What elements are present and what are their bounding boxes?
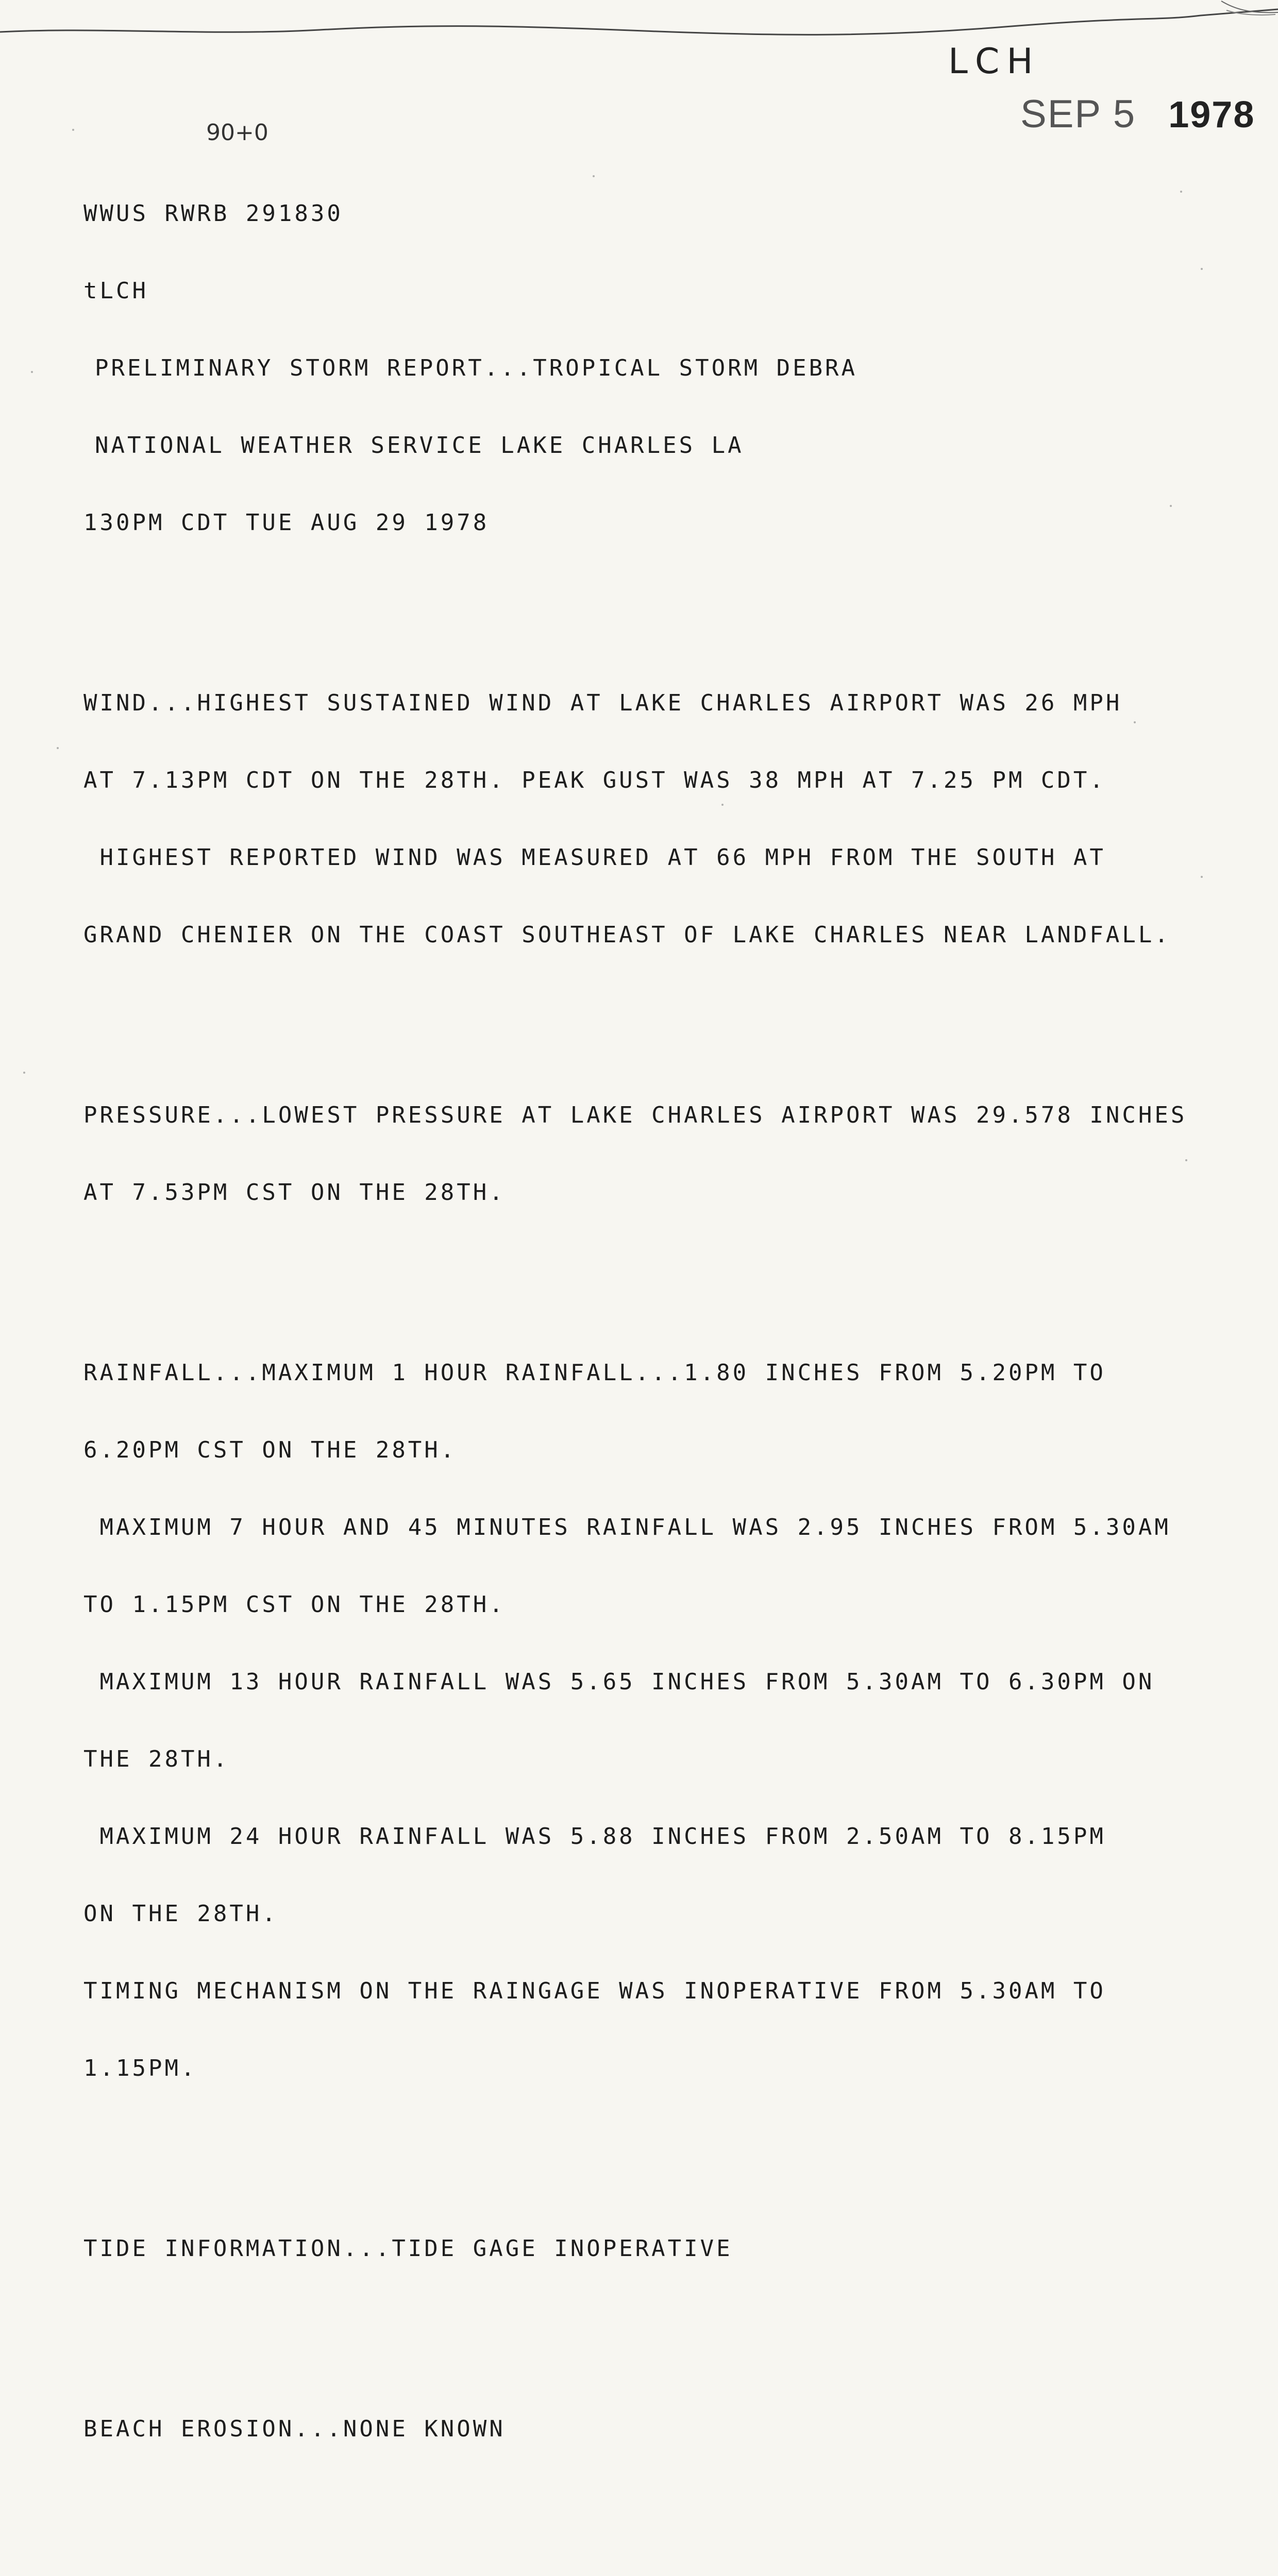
office-id: tLCH — [83, 278, 148, 304]
wind-line: AT 7.13PM CDT ON THE 28TH. PEAK GUST WAS 38 MPH AT 7.25 PM CDT. — [83, 767, 1106, 793]
handwritten-station-id: LCH — [948, 41, 1040, 82]
rainfall-line: ON THE 28TH. — [83, 1901, 278, 1927]
issuing-office: NATIONAL WEATHER SERVICE LAKE CHARLES LA — [95, 432, 744, 459]
copy-speck — [721, 804, 724, 806]
wind-line: GRAND CHENIER ON THE COAST SOUTHEAST OF LAKE CHARLES NEAR LANDFALL. — [83, 922, 1171, 948]
issue-timestamp: 130PM CDT TUE AUG 29 1978 — [83, 510, 490, 536]
copy-speck — [72, 129, 74, 131]
beach-erosion: BEACH EROSION...NONE KNOWN — [83, 2416, 506, 2442]
rainfall-line: MAXIMUM 7 HOUR AND 45 MINUTES RAINFALL WAS 2.95 INCHES FROM 5.30AM — [83, 1514, 1171, 1540]
pressure-line: AT 7.53PM CST ON THE 28TH. — [83, 1179, 506, 1206]
wmo-header: WWUS RWRB 291830 — [83, 200, 343, 227]
reference-number: 90+0 — [206, 120, 268, 146]
copy-speck — [1180, 191, 1182, 193]
received-date-stamp — [1020, 92, 1255, 137]
copy-speck — [1185, 1159, 1187, 1161]
copy-speck — [1201, 876, 1203, 878]
rainfall-line: TO 1.15PM CST ON THE 28TH. — [83, 1591, 506, 1618]
rainfall-line: TIMING MECHANISM ON THE RAINGAGE WAS INOPERATIVE FROM 5.30AM TO — [83, 1978, 1106, 2004]
storm-report-body — [83, 149, 1248, 2576]
copy-speck — [23, 1072, 25, 1074]
date-stamp-day: SEP 5 — [1020, 92, 1136, 136]
copy-speck — [31, 371, 33, 373]
tide-information: TIDE INFORMATION...TIDE GAGE INOPERATIVE — [83, 2235, 733, 2262]
rainfall-line: 6.20PM CST ON THE 28TH. — [83, 1437, 457, 1463]
date-stamp-year: 1978 — [1168, 94, 1255, 135]
copy-speck — [1170, 505, 1172, 507]
rainfall-line: MAXIMUM 24 HOUR RAINFALL WAS 5.88 INCHES FROM 2.50AM TO 8.15PM — [83, 1823, 1106, 1850]
torn-paper-edge — [0, 0, 1278, 41]
copy-speck — [57, 747, 59, 749]
rainfall-line: THE 28TH. — [83, 1746, 230, 1772]
report-title: PRELIMINARY STORM REPORT...TROPICAL STORM DEBRA — [95, 355, 858, 381]
copy-speck — [1134, 721, 1136, 723]
pressure-line: PRESSURE...LOWEST PRESSURE AT LAKE CHARLES AIRPORT WAS 29.578 INCHES — [83, 1102, 1187, 1128]
rainfall-line: RAINFALL...MAXIMUM 1 HOUR RAINFALL...1.80 INCHES FROM 5.20PM TO — [83, 1360, 1106, 1386]
copy-speck — [593, 175, 595, 177]
rainfall-line: 1.15PM. — [83, 2055, 197, 2081]
wind-line: HIGHEST REPORTED WIND WAS MEASURED AT 66 MPH FROM THE SOUTH AT — [83, 844, 1106, 871]
rainfall-line: MAXIMUM 13 HOUR RAINFALL WAS 5.65 INCHES FROM 5.30AM TO 6.30PM ON — [83, 1669, 1155, 1695]
copy-speck — [1201, 268, 1203, 270]
wind-line: WIND...HIGHEST SUSTAINED WIND AT LAKE CHARLES AIRPORT WAS 26 MPH — [83, 690, 1122, 716]
